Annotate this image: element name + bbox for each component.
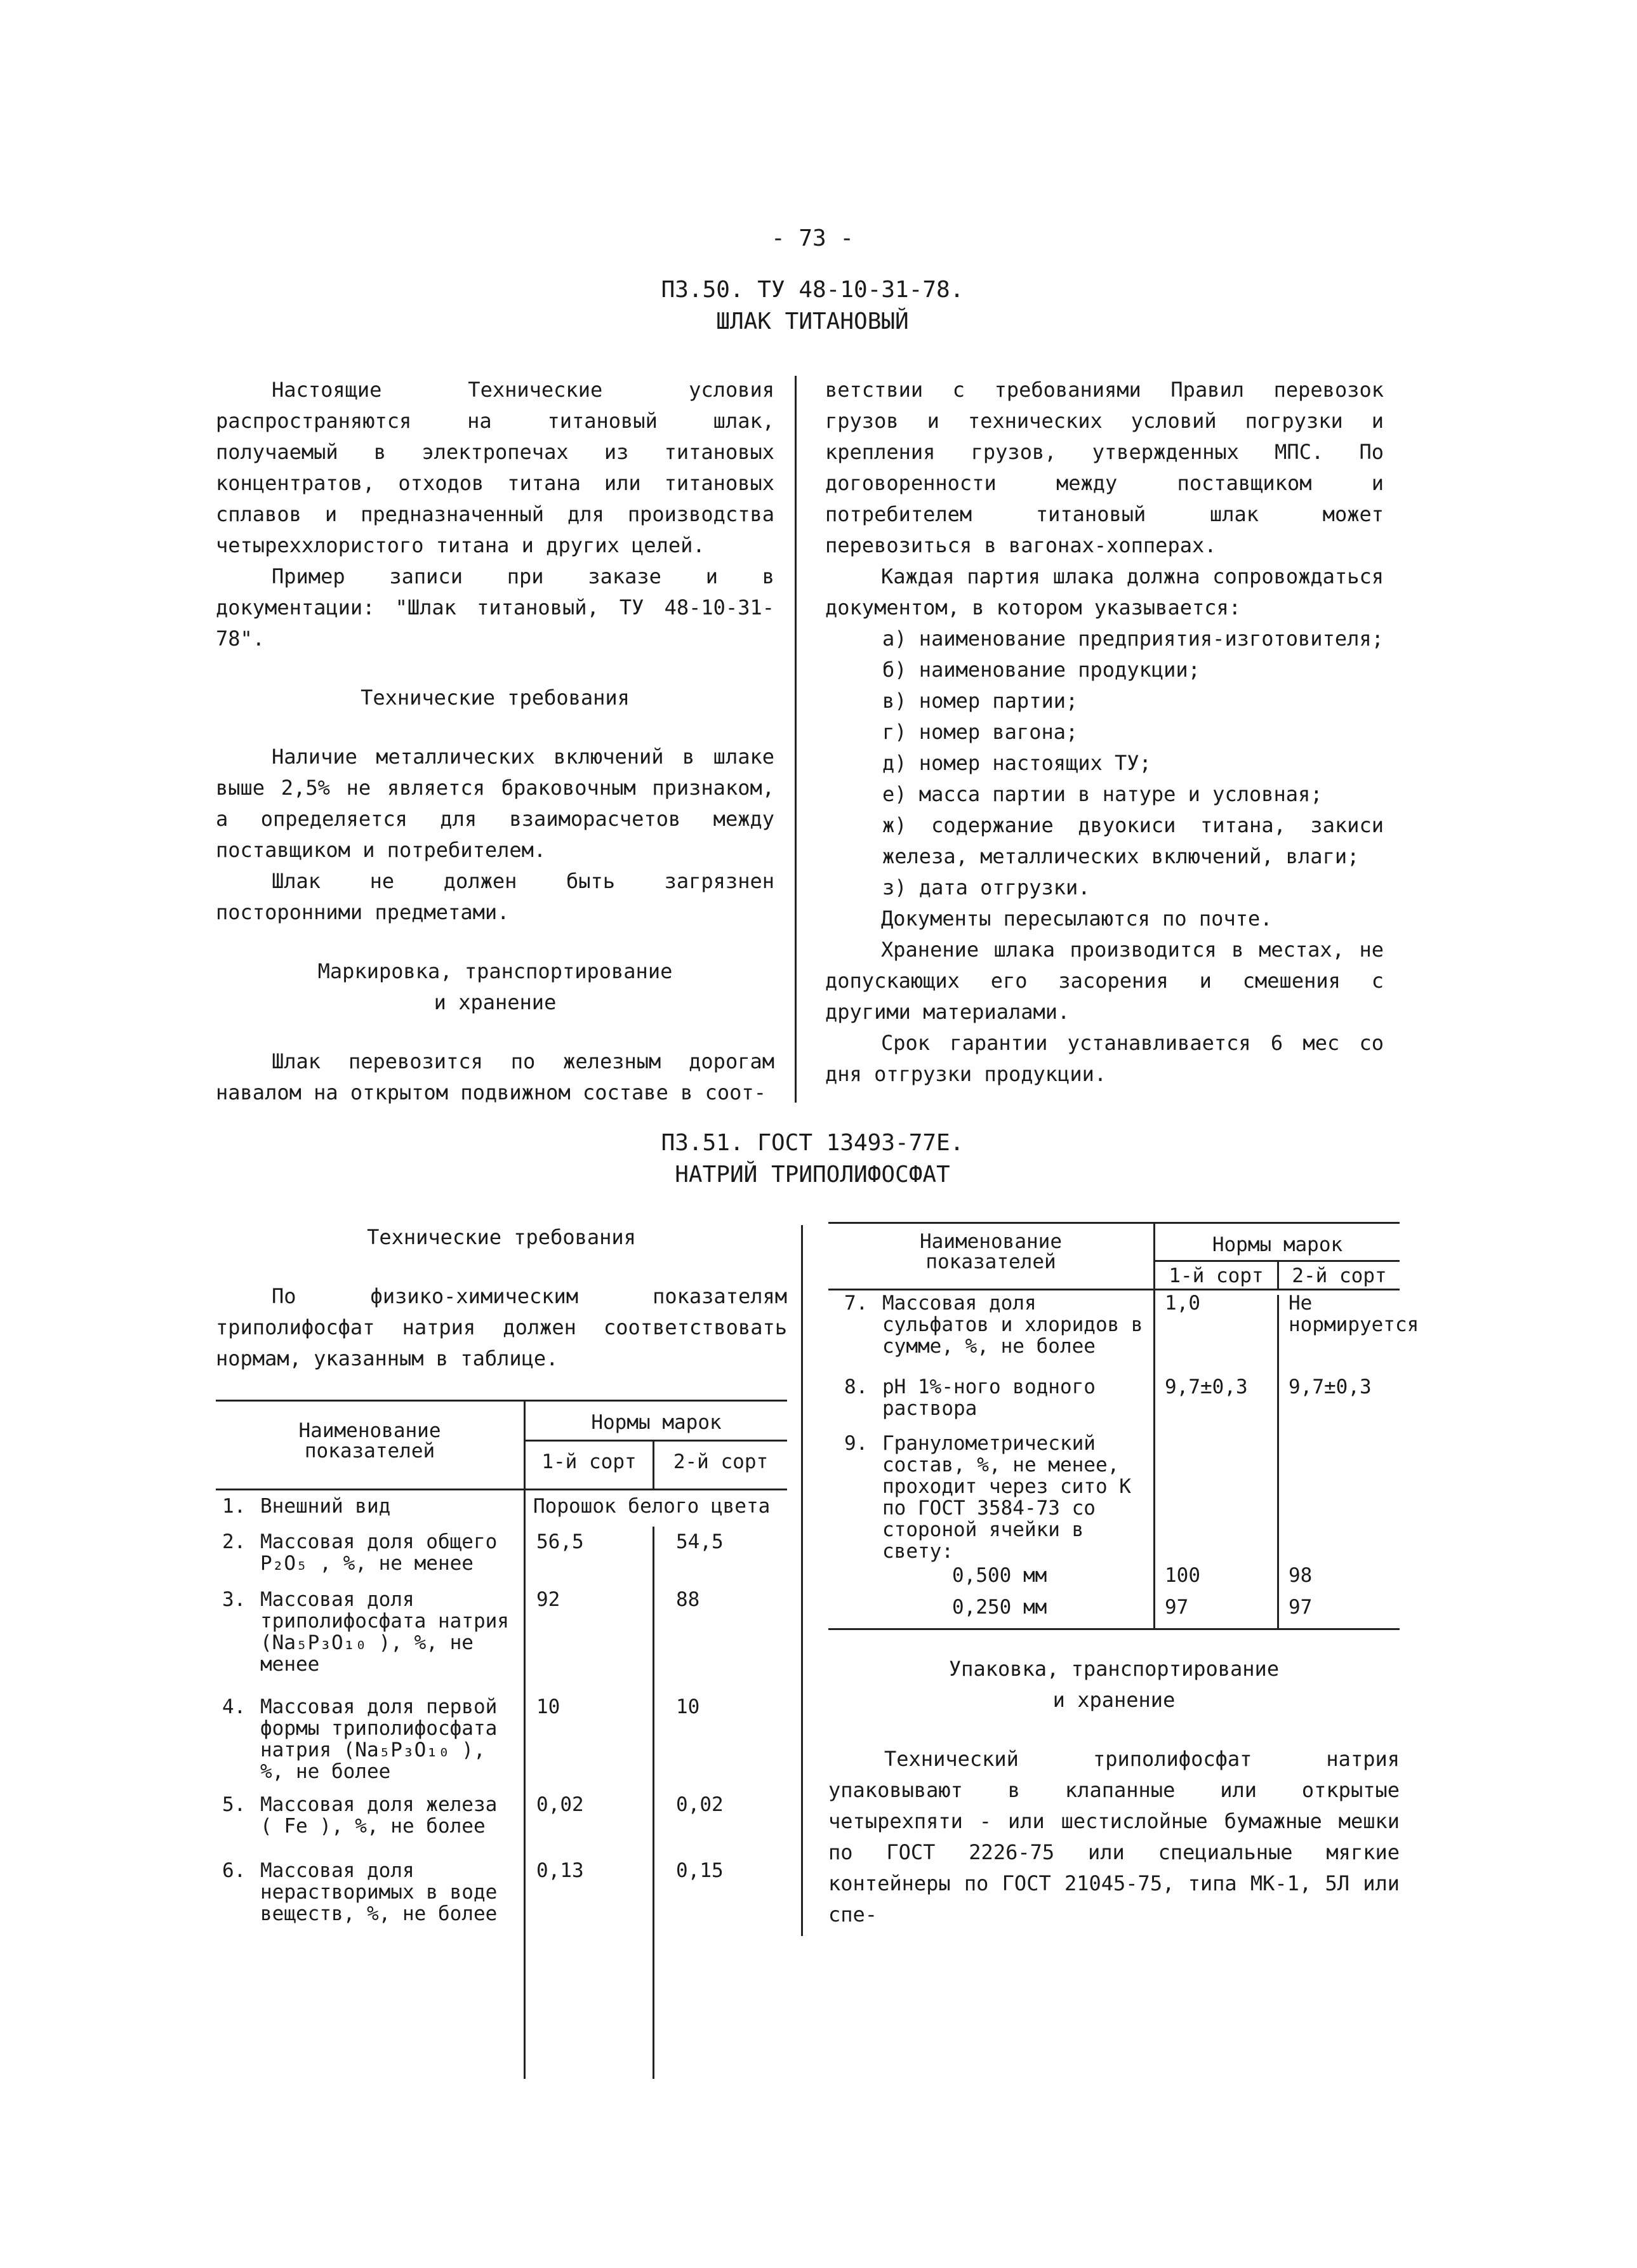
- row-grade1: 1,0: [1165, 1292, 1200, 1315]
- list-item: е) масса партии в натуре и условная;: [882, 782, 1323, 806]
- section1-column-divider: [795, 376, 797, 1103]
- metal-inclusions-paragraph: Наличие металлических включений в шлаке выше 2,5% не является браковочным признаком, а определяется для взаиморасчетов между поставщиком и потребителем.: [216, 745, 774, 862]
- row-grade2: 54,5: [676, 1530, 724, 1553]
- table-left-grade1-header: 1-й сорт: [541, 1450, 637, 1473]
- row-name: pH 1%-ного водного раствора: [882, 1376, 1096, 1420]
- row-merged-value: Порошок белого цвета: [533, 1495, 771, 1518]
- row-name: Внешний вид: [260, 1495, 391, 1518]
- order-example-paragraph: Пример записи при заказе и в документации: "Шлак титановый, ТУ 48-10-31-78".: [216, 564, 774, 651]
- marking-heading-line1: Маркировка, транспортирование: [317, 959, 673, 983]
- packing-paragraph: Технический триполифосфат натрия упаковывают в клапанные или открытые четырехпяти - или шестислойные бумажные мешки по ГОСТ 2226-75 или специальные мягкие контейнеры по ГОСТ 21045-75, типа МК-1, 5Л или спе-: [828, 1747, 1400, 1926]
- list-item: б) наименование продукции;: [882, 658, 1200, 682]
- table-left-norms-header: Нормы марок: [591, 1411, 722, 1434]
- list-item: г) номер вагона;: [882, 720, 1078, 744]
- documents-mail-paragraph: Документы пересылаются по почте.: [881, 906, 1273, 931]
- warranty-paragraph: Срок гарантии устанавливается 6 мес со дня отгрузки продукции.: [825, 1031, 1384, 1086]
- row-grade1: 92: [536, 1588, 560, 1611]
- tech-requirements-heading: Технические требования: [361, 686, 630, 710]
- list-item: ж) содержание двуокиси титана, закиси железа, металлических включений, влаги;: [882, 813, 1384, 868]
- row-grade2: Не нормируется: [1289, 1292, 1419, 1336]
- list-item: д) номер настоящих ТУ;: [882, 751, 1151, 775]
- section1-left-column: [216, 375, 774, 1108]
- contamination-paragraph: Шлак не должен быть загрязнен посторонними предметами.: [216, 869, 774, 924]
- marking-heading-line2: и хранение: [434, 990, 557, 1014]
- row-grade2: 0,02: [676, 1793, 724, 1816]
- section2-column-divider: [801, 1225, 803, 1936]
- row-number: 9.: [844, 1432, 868, 1455]
- row-number: 7.: [844, 1292, 868, 1315]
- table-left-name-header-line1: Наименование: [298, 1419, 441, 1442]
- row-name: Массовая доля нерастворимых в воде веществ, %, не более: [260, 1859, 498, 1925]
- row-grade1: 97: [1165, 1596, 1189, 1619]
- section2-left-column: [216, 1222, 787, 1374]
- row-name: Массовая доля общего P₂O₅ , %, не менее: [260, 1530, 498, 1575]
- page-number: - 73 -: [771, 225, 854, 251]
- row-grade1: 0,13: [536, 1859, 584, 1882]
- list-item: з) дата отгрузки.: [882, 875, 1090, 899]
- row-name: Массовая доля первой формы триполифосфата натрия (Na₅P₃O₁₀ ), %, не более: [260, 1695, 498, 1783]
- section1-right-column: [825, 375, 1384, 1090]
- section2-tech-intro: По физико-химическим показателям триполифосфат натрия должен соответствовать нормам, указанным в таблице.: [216, 1284, 787, 1370]
- table-right-grade2-header: 2-й сорт: [1292, 1264, 1387, 1287]
- list-item: в) номер партии;: [882, 689, 1078, 713]
- table-right-name-header-line2: показателей: [925, 1250, 1056, 1273]
- row-name: Массовая доля сульфатов и хлоридов в сумме, %, не более: [882, 1292, 1143, 1358]
- row-name: 0,250 мм: [952, 1596, 1047, 1619]
- document-items-list: [825, 623, 1384, 903]
- section2-tech-heading: Технические требования: [367, 1225, 636, 1249]
- row-grade1: 10: [536, 1695, 560, 1718]
- row-grade2: 97: [1289, 1596, 1313, 1619]
- packing-section: [828, 1654, 1400, 1930]
- section1-number: П3.50. ТУ 48-10-31-78.: [661, 277, 964, 303]
- row-grade1: 9,7±0,3: [1165, 1376, 1248, 1398]
- row-number: 6.: [222, 1859, 246, 1882]
- row-number: 4.: [222, 1695, 246, 1718]
- row-number: 5.: [222, 1793, 246, 1816]
- packing-heading-line2: и хранение: [1052, 1688, 1176, 1712]
- row-grade2: 9,7±0,3: [1289, 1376, 1372, 1398]
- packing-heading-line1: Упаковка, транспортирование: [948, 1657, 1280, 1681]
- row-number: 2.: [222, 1530, 246, 1553]
- list-item: а) наименование предприятия-изготовителя;: [882, 627, 1384, 651]
- row-number: 8.: [844, 1376, 868, 1398]
- transport-continuation-paragraph: ветствии с требованиями Правил перевозок грузов и технических условий погрузки и крепления грузов, утвержденных МПС. По договоренности между поставщиком и потребителем титановый шлак может перевозиться в вагонах-хопперах.: [825, 378, 1384, 557]
- section2-title: НАТРИЙ ТРИПОЛИФОСФАТ: [675, 1162, 950, 1188]
- intro-paragraph: Настоящие Технические условия распространяются на титановый шлак, получаемый в электропечах из титановых концентратов, отходов титана или титановых сплавов и предназначенный для производства четыреххлористого титана и других целей.: [216, 378, 774, 557]
- row-grade2: 98: [1289, 1564, 1313, 1587]
- batch-document-paragraph: Каждая партия шлака должна сопровождаться документом, в котором указывается:: [825, 564, 1384, 620]
- row-grade1: 56,5: [536, 1530, 584, 1553]
- row-grade2: 0,15: [676, 1859, 724, 1882]
- table-left-grade2-header: 2-й сорт: [673, 1450, 769, 1473]
- row-name: Массовая доля триполифосфата натрия (Na₅P₃O₁₀ ), %, не менее: [260, 1588, 509, 1676]
- row-grade1: 0,02: [536, 1793, 584, 1816]
- row-name: Гранулометрический состав, %, не менее, проходит через сито К по ГОСТ 3584-73 со стороной ячейки в свету:: [882, 1432, 1131, 1563]
- table-right-grade1-header: 1-й сорт: [1169, 1264, 1264, 1287]
- row-number: 1.: [222, 1495, 246, 1518]
- section1-title: ШЛАК ТИТАНОВЫЙ: [716, 308, 909, 335]
- row-name: Массовая доля железа ( Fe ), %, не более: [260, 1793, 498, 1838]
- transport-paragraph: Шлак перевозится по железным дорогам навалом на открытом подвижном составе в соот-: [216, 1049, 774, 1104]
- table-right-name-header-line1: Наименование: [920, 1230, 1062, 1253]
- table-left-name-header-line2: показателей: [304, 1440, 435, 1462]
- row-name: 0,500 мм: [952, 1564, 1047, 1587]
- storage-paragraph: Хранение шлака производится в местах, не допускающих его засорения и смешения с другими материалами.: [825, 938, 1384, 1024]
- row-grade2: 10: [676, 1695, 700, 1718]
- row-number: 3.: [222, 1588, 246, 1611]
- section2-number: П3.51. ГОСТ 13493-77Е.: [661, 1130, 964, 1156]
- table-right-norms-header: Нормы марок: [1212, 1233, 1343, 1256]
- row-grade1: 100: [1165, 1564, 1200, 1587]
- row-grade2: 88: [676, 1588, 700, 1611]
